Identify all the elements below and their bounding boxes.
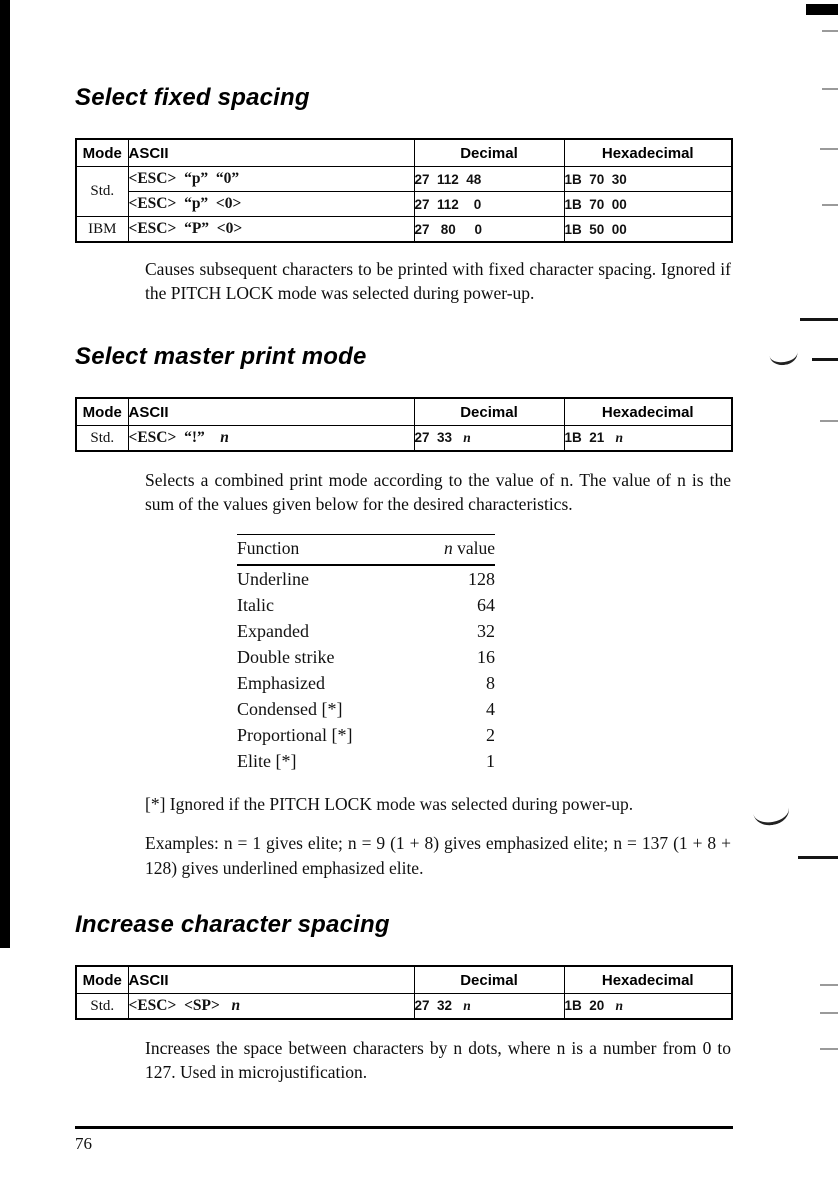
function-row: Expanded 32: [237, 621, 495, 641]
function-row: Underline 128: [237, 569, 495, 589]
function-row: Italic 64: [237, 595, 495, 615]
scan-edge-mark: [822, 88, 838, 90]
function-value-table: [237, 534, 495, 774]
ascii-cell: <ESC> “P” <0>: [128, 217, 414, 243]
function-row: Proportional [*] 2: [237, 725, 495, 745]
scan-edge-mark: [822, 30, 838, 32]
mode-cell: Std.: [76, 167, 128, 217]
header-hexadecimal: Hexadecimal: [564, 398, 732, 426]
header-ascii: ASCII: [128, 966, 414, 994]
mode-cell: Std.: [76, 994, 128, 1020]
page-number: 76: [75, 1134, 92, 1153]
function-row: Condensed [*] 4: [237, 699, 495, 719]
command-table-character-spacing: [75, 965, 733, 1020]
scan-artifact-corner-mark: [806, 4, 838, 15]
decimal-cell: 27 80 0: [414, 217, 564, 243]
header-mode: Mode: [76, 966, 128, 994]
ascii-cell: <ESC> “p” “0”: [128, 167, 414, 192]
function-header: Function: [237, 535, 416, 566]
footer-rule: [75, 1126, 733, 1129]
hex-cell: 1B 20 n: [564, 994, 732, 1020]
scan-edge-mark: [822, 204, 838, 206]
mode-cell: IBM: [76, 217, 128, 243]
decimal-cell: 27 112 48: [414, 167, 564, 192]
scan-edge-mark: [820, 984, 838, 986]
hex-cell: 1B 70 00: [564, 192, 732, 217]
hex-cell: 1B 70 30: [564, 167, 732, 192]
command-table-fixed-spacing: [75, 138, 733, 243]
header-decimal: Decimal: [414, 139, 564, 167]
scan-edge-mark: [820, 148, 838, 150]
table-row: [76, 192, 732, 217]
examples-paragraph: Examples: n = 1 gives elite; n = 9 (1 + 8) gives emphasized elite; n = 137 (1 + 8 + 128) gives underlined emphasized elite.: [145, 833, 731, 878]
table-header-row: [76, 139, 732, 167]
scan-edge-mark: [798, 856, 838, 859]
fixed-spacing-description: Causes subsequent characters to be printed with fixed character spacing. Ignored if the PITCH LOCK mode was selected during power-up.: [145, 259, 731, 303]
section-title-increase-character-spacing: Increase character spacing: [75, 911, 390, 938]
hex-cell: 1B 50 00: [564, 217, 732, 243]
scan-edge-mark: [820, 1012, 838, 1014]
header-ascii: ASCII: [128, 398, 414, 426]
scan-pen-mark: [769, 350, 799, 367]
table-header-row: [76, 966, 732, 994]
scan-edge-mark: [812, 358, 838, 361]
header-hexadecimal: Hexadecimal: [564, 966, 732, 994]
table-row: [76, 167, 732, 192]
section-title-fixed-spacing: Select fixed spacing: [75, 84, 310, 111]
character-spacing-description: Increases the space between characters by n dots, where n is a number from 0 to 127. Used in microjustification.: [145, 1038, 731, 1082]
header-decimal: Decimal: [414, 398, 564, 426]
decimal-cell: 27 32 n: [414, 994, 564, 1020]
decimal-cell: 27 33 n: [414, 426, 564, 452]
decimal-cell: 27 112 0: [414, 192, 564, 217]
function-row: Emphasized 8: [237, 673, 495, 693]
n-value-header: n value: [416, 535, 495, 566]
scan-edge-mark: [820, 420, 838, 422]
ascii-cell: <ESC> “!” n: [128, 426, 414, 452]
scan-artifact-left-bar: [0, 0, 10, 948]
section-title-master-print-mode: Select master print mode: [75, 343, 367, 370]
scan-edge-mark: [820, 1048, 838, 1050]
table-row: [76, 217, 732, 243]
ascii-cell: <ESC> <SP> n: [128, 994, 414, 1020]
table-row: [76, 426, 732, 452]
asterisk-note: [*] Ignored if the PITCH LOCK mode was selected during power-up.: [145, 794, 634, 814]
function-row: Double strike 16: [237, 647, 495, 667]
header-hexadecimal: Hexadecimal: [564, 139, 732, 167]
scan-edge-mark: [800, 318, 838, 321]
master-print-description: Selects a combined print mode according to the value of n. The value of n is the sum of the values given below for the desired characteristics.: [145, 470, 731, 514]
scan-pen-mark: [753, 805, 791, 828]
header-ascii: ASCII: [128, 139, 414, 167]
hex-cell: 1B 21 n: [564, 426, 732, 452]
page-content: [75, 0, 731, 1084]
function-table-header-row: [237, 535, 495, 566]
mode-cell: Std.: [76, 426, 128, 452]
table-row: [76, 994, 732, 1020]
ascii-cell: <ESC> “p” <0>: [128, 192, 414, 217]
command-table-master-print: [75, 397, 733, 452]
function-row: Elite [*] 1: [237, 751, 495, 771]
table-header-row: [76, 398, 732, 426]
header-mode: Mode: [76, 139, 128, 167]
header-mode: Mode: [76, 398, 128, 426]
header-decimal: Decimal: [414, 966, 564, 994]
